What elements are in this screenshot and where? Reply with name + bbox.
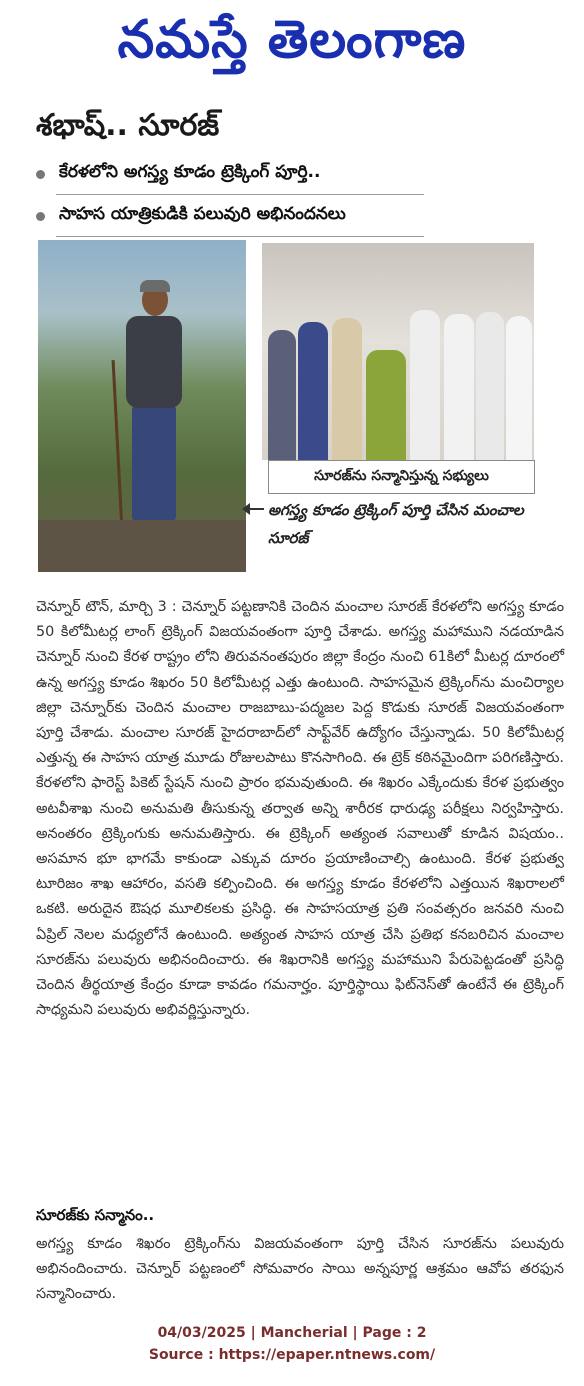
divider [56,194,424,195]
divider [56,236,424,237]
article-subheading: సూరజ్‌కు సన్మానం.. [36,1206,155,1224]
bullet-text: కేరళలోని అగస్త్య కూడం ట్రెక్కింగ్ పూర్తి.. [59,162,321,182]
subheading-bullet-1 [36,162,320,186]
masthead-title: నమస్తే తెలంగాణ [117,9,467,70]
source-footer [0,1322,584,1366]
article-paragraph-2: అగస్త్య కూడం శిఖరం ట్రెక్కింగ్‌ను విజయవంతంగా పూర్తి చేసిన సూరజ్‌ను పలువురు అభినందించారు. చెన్నూర్ పట్టణంలో సోమవారం సాయి అన్నపూర్ణ ఆశ్రమం ఆవోప తరఫున సన్మానించారు. [36,1236,564,1303]
subheading-bullet-2 [36,204,346,228]
arrow-left-icon [246,508,264,510]
article-body [36,595,564,1023]
photo-caption-right: సూరజ్‌ను సన్మానిస్తున్న సభ్యులు [268,460,535,494]
article-headline: శభాష్.. సూరజ్ [36,108,220,143]
bullet-dot-icon [36,170,45,179]
footer-date-edition: 04/03/2025 | Mancherial | Page : 2 [157,1325,427,1341]
article-paragraph: చెన్నూర్ టౌన్, మార్చి 3 : చెన్నూర్ పట్టణానికి చెందిన మంచాల సూరజ్ కేరళలోని అగస్త్య కూడం 50 కిలోమీటర్ల లాంగ్ ట్రెక్కింగ్ విజయవంతంగా పూర్తి చేశాడు. అగస్త్య మహాముని నడయాడిన చెన్నూర్ నుంచి కేరళ రాష్ట్రం లోని తిరువనంతపురం జిల్లా కేంద్రం నుంచి 61కిలో మీటర్ల దూరంలో ఉన్న అగస్త్య కూడం శిఖరం 50 కిలోమీటర్ల ఎత్తు ఉంటుంది. సాహసమైన ట్రెక్కింగ్‌ను మంచిర్యాల జిల్లా చెన్నూర్‌కు చెందిన మంచాల రాజబాబు-పద్మజల పెద్ద కొడుకు సూరజ్ విజయవంతంగా పూర్తి చేశాడు. మంచాల సూరజ్ హైదరాబాద్‌లో సాఫ్ట్‌వేర్ ఉద్యోగం చేస్తున్నాడు. 50 కిలోమీటర్ల ఎత్తున్న ఈ సాహస యాత్ర మూడు రోజులపాటు కొనసాగింది. ఈ ట్రెక్ కఠినమైందిగా పరిగణిస్తారు. కేరళలోని ఫారెస్ట్ పికెట్ స్టేషన్ నుంచి ప్రారం భమవుతుంది. ఈ శిఖరం ఎక్కేందుకు కేరళ ప్రభుత్వం అటవీశాఖ నుంచి అనుమతి తీసుకున్న తర్వాత అన్ని శారీరక ధారుఢ్య పరీక్షలు నిర్వహిస్తారు. అనంతరం ట్రెక్కింగుకు అనుమతిస్తారు. ఈ ట్రెక్కింగ్ అత్యంత సవాలుతో కూడిన విషయం.. అసమాన భూ భాగమే కాకుండా ఎక్కువ దూరం ప్రయాణించాల్సి ఉంటుంది. కేరళ ప్రభుత్వ టూరిజం శాఖ ఆహారం, వసతి కల్పించింది. ఈ అగస్త్య కూడం కేరళలోని ఎత్తయిన శిఖరాలలో ఒకటి. అరుదైన ఔషధ మూలికలకు ప్రసిద్ధి. ఈ సాహసయాత్ర ప్రతి సంవత్సరం జనవరి నుంచి ఏప్రిల్ నెలల మధ్యలోనే ఉంటుంది. అత్యంత సాహస యాత్ర చేసి ప్రతిభ కనబరిచిన మంచాల సూరజ్‌ను పలువురు అభినందించారు. ఈ శిఖరానికి అగస్త్య మహాముని పేరుపెట్టడంతో ప్రసిద్ధి చెందిన తీర్థయాత్ర కేంద్రం కూడా కావడం గమనార్హం. పూర్తిస్థాయి ఫిట్‌నెస్‌తో ఉంటేనే ఈ ట్రెక్కింగ్ సాధ్యమని పలువురు అభివర్ణిస్తున్నారు. [36,599,564,1019]
trekker-photo [38,240,246,572]
trekker-figure [124,284,184,534]
walking-stick [112,360,124,530]
article-body-2 [36,1232,564,1308]
rock [38,520,246,572]
newspaper-masthead [0,0,584,92]
footer-source-link[interactable]: Source : https://epaper.ntnews.com/ [148,1347,436,1363]
bullet-dot-icon [36,212,45,221]
felicitation-photo [262,243,534,460]
bullet-text: సాహస యాత్రికుడికి పలువురి అభినందనలు [59,204,346,224]
photo-caption-left: అగస్త్య కూడం ట్రెక్కింగ్ పూర్తి చేసిన మంచాల సూరజ్ [268,501,524,547]
